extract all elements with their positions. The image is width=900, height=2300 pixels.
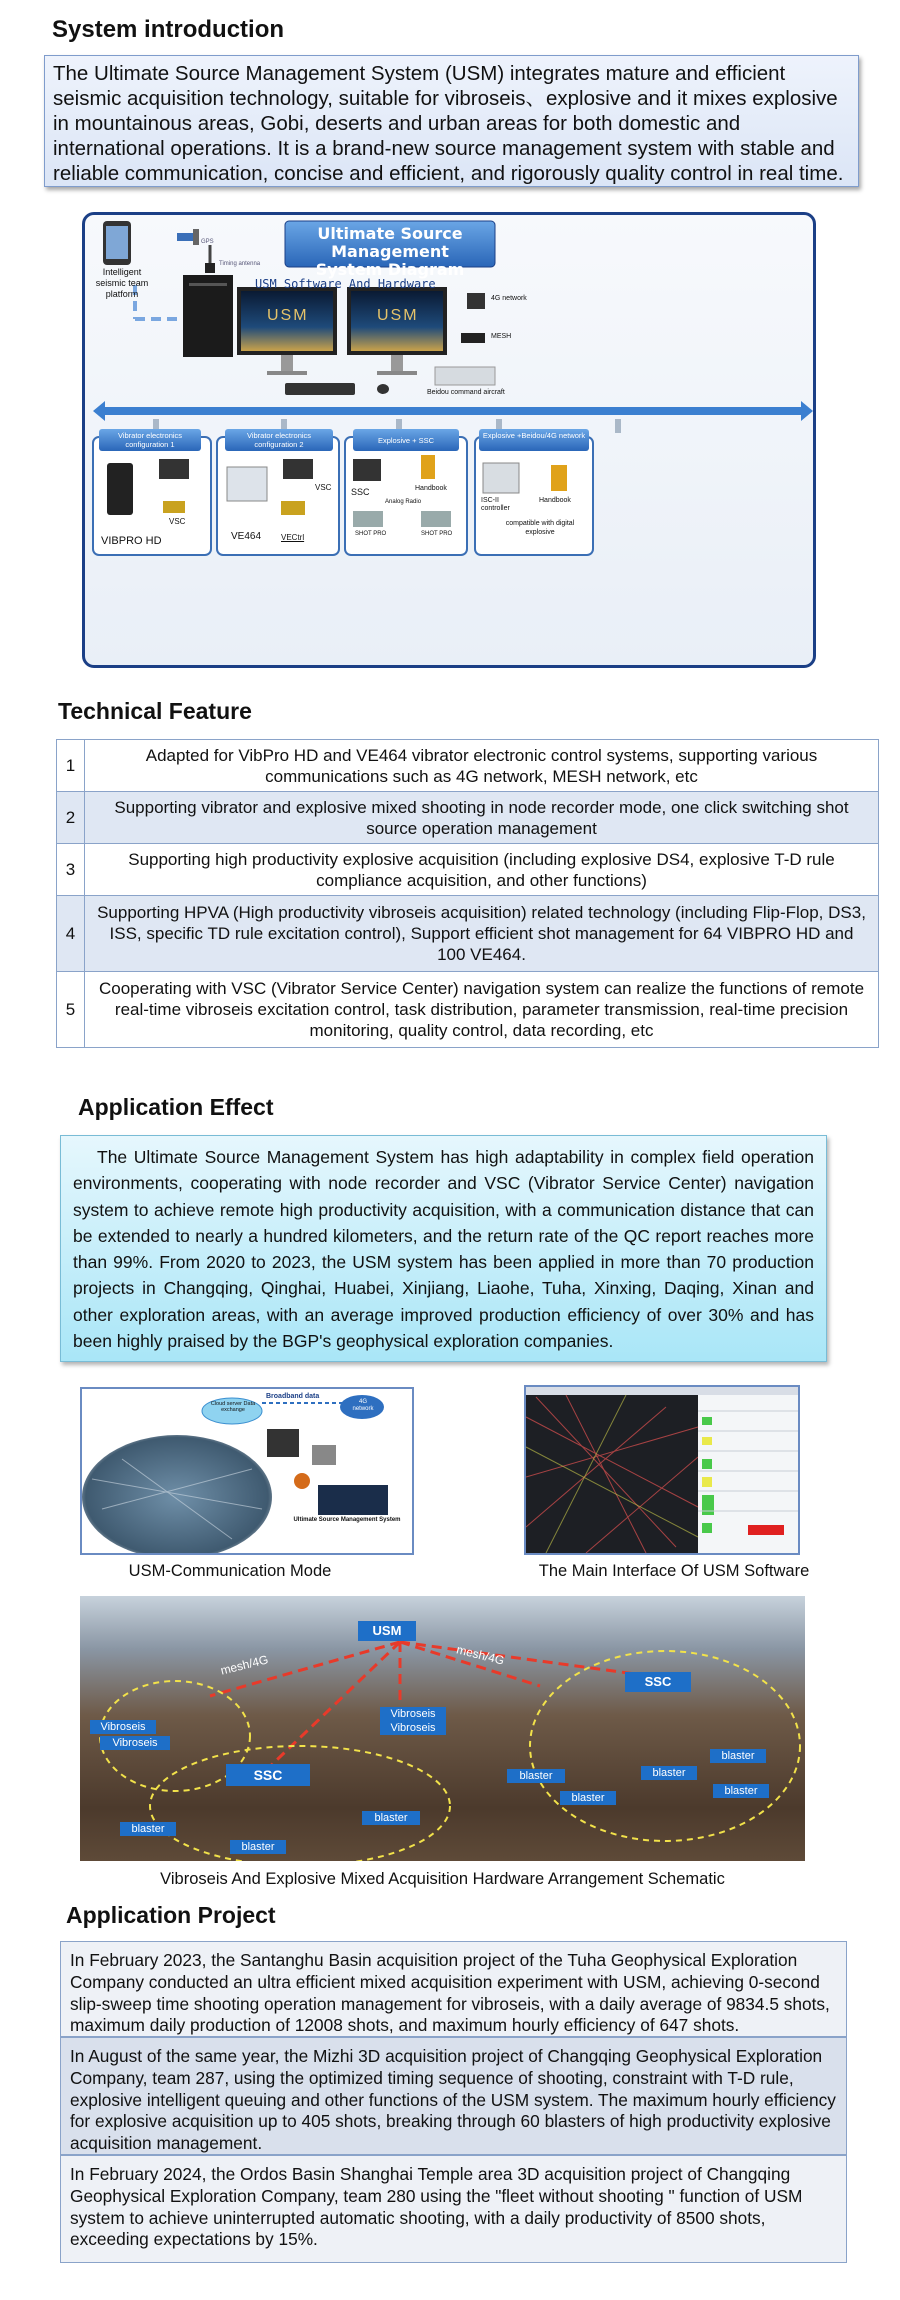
comm-4g-label: 4G network [352,1399,374,1412]
diagram-subtitle: USM Software And Hardware [255,277,436,291]
panel2-label-vectrl: VECtrl [281,533,305,542]
panel4-label-isc: ISC-II controller [481,497,510,512]
router-icon [467,293,485,309]
panel4-label-handbook: Handbook [539,497,571,504]
table-row [57,972,879,1048]
schematic-blaster-label: blaster [571,1792,605,1804]
table-row [57,740,879,792]
diagram-title [285,225,495,279]
schematic-vibroseis-label: Vibroseis [390,1722,436,1734]
usm-logo-right: USM [377,307,419,324]
section-title-application-project: Application Project [66,1902,276,1928]
schematic-blaster-label: blaster [721,1750,755,1762]
monitor-icon [237,287,337,375]
project-item: In August of the same year, the Mizhi 3D acquisition project of Changqing Geophysical Exploration Company, team 287, using the optimized timing sequence of shooting, constraint with T-D rule, explosive intelligent queuing and other functions of the USM system. The maximum hourly efficiency for explosive acquisition up to 405 shots, breaking through 60 blasters of high productivity explosive acquisition management. [60,2037,847,2155]
panel4-label-compatible: compatible with digital explosive [505,520,575,536]
schematic-blaster-label: blaster [374,1812,408,1824]
main-interface-figure [524,1385,800,1555]
panel-header-4: Explosive +Beidou/4G network [482,431,586,440]
system-diagram [82,212,816,668]
row-number: 5 [57,972,85,1048]
usm-logo-left: USM [267,307,309,324]
ve464-device-icon [227,467,267,501]
comm-cloud-label: Cloud server Data exchange [210,1401,256,1413]
table-row [57,844,879,896]
application-effect-body: The Ultimate Source Management System has high adaptability in complex field operation environments, cooperating with node recorder and VSC (Vibrator Service Center) navigation system to achieve remote high productivity acquisition, with a communication distance that can be extended to nearly a hundred kilometers, and the return rate of the QC report reaches more than 99%. From 2020 to 2023, the USM system has been applied in more than 70 production projects in Changqing, Qinghai, Huabei, Xinjiang, Liaohe, Tuha, Xinxing, Daqing, Xinan and other exploration areas, with an average improved production efficiency of over 30% and has been highly praised by the BGP's geophysical exploration companies. [73,1147,814,1352]
schematic-ssc-label-left: SSC [253,1767,283,1783]
diagram-title-line2: System Diagram [315,260,465,279]
panel1-label-vsc: VSC [169,517,186,526]
panel-header-2: Vibrator electronics configuration 2 [246,431,312,449]
application-effect-text [60,1135,827,1362]
mesh-label: MESH [491,333,512,340]
schematic-blaster-label: blaster [241,1841,275,1853]
panel3-label-handbook: Handbook [415,485,447,492]
communication-mode-figure [80,1387,414,1555]
platform-label: Intelligent seismic team platform [95,267,149,299]
schematic-vibroseis-label: Vibroseis [100,1721,146,1733]
section-title-application-effect: Application Effect [78,1094,274,1120]
tablet-icon [159,459,189,479]
panel3-label-radio: Analog Radio [385,499,422,505]
system-intro-text: The Ultimate Source Management System (USM) integrates mature and efficient seismic acquisition technology, suitable for vibroseis、explosive and it mixes explosive in mountainous areas, Gobi, deserts and urban areas for both domestic and international operations. It is a brand-new source management system with stable and reliable communication, concise and efficient, and rigorously quality control in real time. [44,55,859,187]
satellite-icon [177,229,199,245]
technical-feature-table [56,739,879,1048]
main-interface-caption: The Main Interface Of USM Software [538,1562,810,1580]
schematic-mesh-label-right: mesh/4G [455,1642,506,1668]
ssc-device-icon [353,459,381,481]
row-number: 4 [57,896,85,972]
beidou-command-label: Beidou command aircraft [427,389,505,396]
row-text: Adapted for VibPro HD and VE464 vibrator electronic control systems, supporting various communications such as 4G network, MESH network, etc [85,740,879,792]
project-item: In February 2024, the Ordos Basin Shanghai Temple area 3D acquisition project of Changqing Geophysical Exploration Company, team 280 using the "fleet without shooting " function of USM system to achieve uninterrupted automatic shooting, with a daily productivity of 8500 shots, exceeding expectations by 15%. [60,2155,847,2263]
main-interface-graphic [526,1387,798,1553]
antenna-label: Timing antenna [219,261,261,267]
schematic-mesh-label-left: mesh/4G [219,1652,270,1678]
shotpro-device-icon [353,511,383,527]
schematic-blaster-label: blaster [519,1770,553,1782]
schematic-blaster-label: blaster [131,1823,165,1835]
row-number: 2 [57,792,85,844]
vibpro-device-icon [107,463,133,515]
schematic-caption: Vibroseis And Explosive Mixed Acquisition Hardware Arrangement Schematic [160,1870,725,1888]
communication-mode-graphic [82,1389,412,1553]
schematic-figure [80,1596,805,1861]
communication-mode-caption: USM-Communication Mode [128,1562,332,1580]
project-item: In February 2023, the Santanghu Basin acquisition project of the Tuha Geophysical Exploration Company conducted an ultra efficient mixed acquisition experiment with USM, achieving 0-second slip-sweep time shooting operation management for vibroseis, with a daily average of 9834.5 shots, maximum daily production of 12008 shots, and maximum hourly efficiency of 647 shots. [60,1941,847,2037]
table-row [57,896,879,972]
row-text: Supporting high productivity explosive acquisition (including explosive DS4, explosive T-D rule compliance acquisition, and other functions) [85,844,879,896]
row-number: 1 [57,740,85,792]
section-title-technical-feature: Technical Feature [58,698,252,724]
schematic-blaster-label: blaster [724,1785,758,1797]
mesh-icon [461,333,485,343]
section-title-system-intro: System introduction [52,16,285,43]
gps-label: GPS [201,239,214,245]
panel1-label-vibpro: VIBPRO HD [101,535,162,547]
diagram-title-line1: Ultimate Source Management [317,224,463,261]
row-text: Cooperating with VSC (Vibrator Service Center) navigation system can realize the functions of remote real-time vibroseis excitation control, task distribution, parameter transmission, real-time precision monitoring, quality control, data recording, etc [85,972,879,1048]
mouse-icon [377,384,389,394]
row-text: Supporting HPVA (High productivity vibroseis acquisition) related technology (including Flip-Flop, DS3, ISS, specific TD rule excitation control), Support efficient shot management for 64 VIBPRO HD and 100 VE464. [85,896,879,972]
comm-usm-label: Ultimate Source Management System [293,1517,401,1523]
panel2-label-ve464: VE464 [231,531,262,542]
panel-header-1: Vibrator electronics configuration 1 [117,431,183,449]
vsc-device-icon [163,501,185,513]
beidou-device-icon [435,367,495,385]
monitor-icon [347,287,447,375]
keyboard-icon [285,383,355,395]
panel2-label-vsc: VSC [315,483,332,492]
schematic-usm-label: USM [372,1623,402,1638]
table-row [57,792,879,844]
row-text: Supporting vibrator and explosive mixed shooting in node recorder mode, one click switching shot source operation management [85,792,879,844]
panel-header-3: Explosive + SSC [377,436,435,445]
panel3-label-shotpro-1: SHOT PRO [355,531,387,537]
comm-broadband-label: Broadband data [266,1393,320,1400]
schematic-blaster-label: blaster [652,1767,686,1779]
network-4g-label: 4G network [491,295,527,302]
schematic-vibroseis-label: Vibroseis [390,1708,436,1720]
panel3-label-ssc: SSC [351,487,370,497]
panel3-label-shotpro-2: SHOT PRO [421,531,453,537]
schematic-vibroseis-label: Vibroseis [112,1737,158,1749]
schematic-ssc-label-right: SSC [644,1674,672,1689]
isc-controller-icon [483,463,519,493]
row-number: 3 [57,844,85,896]
